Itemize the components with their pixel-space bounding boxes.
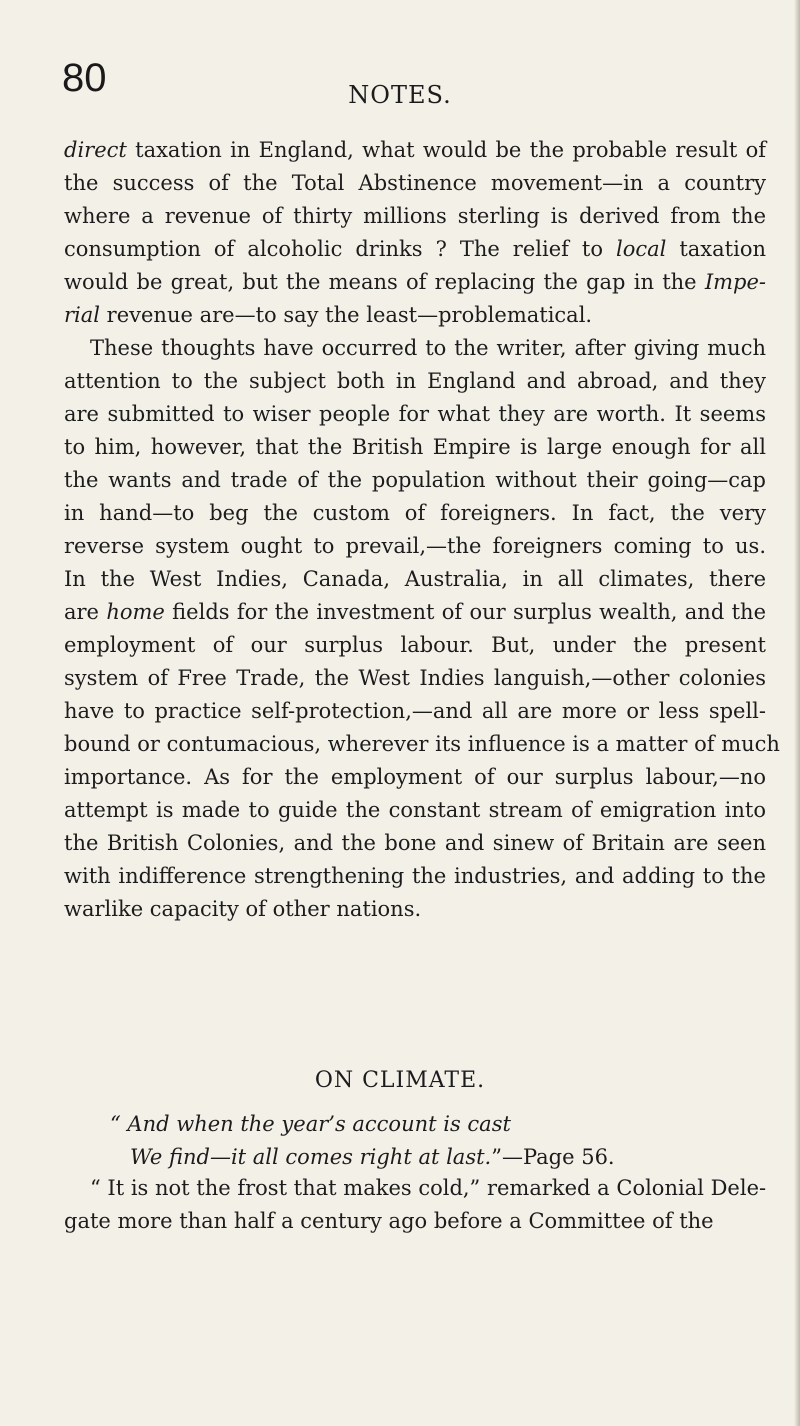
text-segment: the success of the Total Abstinence movement—in a country — [64, 171, 766, 195]
text-segment: have to practice self-protection,—and all are more or less spell- — [64, 699, 766, 723]
text-line — [64, 431, 766, 464]
text-segment: where a revenue of thirty millions sterling is derived from the — [64, 204, 766, 228]
text-line — [64, 167, 766, 200]
closing-paragraph — [64, 1172, 766, 1238]
text-segment: In the West Indies, Canada, Australia, in all climates, there — [64, 567, 766, 591]
text-segment: would be great, but the means of replacing the gap in the — [64, 270, 705, 294]
epigraph-line-1-text: “ And when the year’s account is cast — [110, 1112, 511, 1136]
text-line — [64, 794, 766, 827]
text-segment: revenue are—to say the least—problematical. — [100, 303, 593, 327]
text-segment: reverse system ought to prevail,—the foreigners coming to us. — [64, 534, 766, 558]
text-segment: consumption of alcoholic drinks ? The relief to — [64, 237, 616, 261]
paragraph-1 — [64, 134, 766, 332]
text-segment: importance. As for the employment of our surplus labour,—no — [64, 765, 766, 789]
text-segment: the wants and trade of the population without their going—cap — [64, 468, 766, 492]
text-segment: with indifference strengthening the industries, and adding to the — [64, 864, 766, 888]
italic-word: Impe- — [704, 270, 766, 294]
page-edge-shadow — [794, 0, 800, 1426]
text-line — [64, 893, 766, 926]
body-text — [64, 134, 780, 926]
text-line — [64, 332, 766, 365]
text-line — [64, 629, 766, 662]
text-segment: system of Free Trade, the West Indies languish,—other colonies — [64, 666, 766, 690]
italic-word: home — [106, 600, 165, 624]
text-segment: taxation — [666, 237, 766, 261]
text-segment: attempt is made to guide the constant stream of emigration into — [64, 798, 766, 822]
epigraph — [64, 1108, 766, 1174]
text-line — [64, 134, 766, 167]
text-line — [64, 365, 766, 398]
section-title: ON CLIMATE. — [314, 1068, 486, 1093]
text-line — [64, 662, 766, 695]
text-line — [64, 860, 766, 893]
text-line — [64, 728, 780, 761]
text-line — [64, 530, 766, 563]
text-line — [64, 695, 766, 728]
text-segment: taxation in England, what would be the probable result of — [126, 138, 766, 162]
text-segment: to him, however, that the British Empire is large enough for all — [64, 435, 766, 459]
text-line: “ It is not the frost that makes cold,” remarked a Colonial Dele- — [90, 1176, 767, 1200]
text-segment: bound or contumacious, wherever its influence is a matter of much — [64, 732, 780, 756]
text-line — [64, 761, 766, 794]
text-segment: in hand—to beg the custom of foreigners. In fact, the very — [64, 501, 766, 525]
epigraph-line-1 — [64, 1108, 766, 1141]
text-line — [64, 497, 766, 530]
text-line — [64, 563, 766, 596]
text-line — [64, 827, 766, 860]
epigraph-citation: ”—Page 56. — [491, 1145, 615, 1169]
text-line — [64, 464, 766, 497]
paragraph-2 — [64, 332, 780, 926]
page-number: 80 — [62, 56, 107, 100]
text-segment: These thoughts have occurred to the writer, after giving much — [90, 336, 766, 360]
text-segment: the British Colonies, and the bone and sinew of Britain are seen — [64, 831, 766, 855]
epigraph-line-2 — [64, 1141, 766, 1174]
italic-word: direct — [64, 138, 127, 162]
italic-word: rial — [64, 303, 100, 327]
text-segment: employment of our surplus labour. But, under the present — [64, 633, 766, 657]
text-line — [64, 200, 766, 233]
text-line — [64, 596, 766, 629]
text-segment: are — [64, 600, 107, 624]
epigraph-line-2-text: We find—it all comes right at last. — [130, 1145, 492, 1169]
text-line — [64, 299, 766, 332]
text-segment: warlike capacity of other nations. — [64, 897, 422, 921]
text-line — [64, 398, 766, 431]
running-head: NOTES. — [348, 81, 452, 109]
text-segment: are submitted to wiser people for what they are worth. It seems — [64, 402, 766, 426]
text-line — [64, 233, 766, 266]
text-segment: fields for the investment of our surplus wealth, and the — [164, 600, 766, 624]
text-line — [64, 266, 766, 299]
italic-word: local — [615, 237, 667, 261]
text-line: gate more than half a century ago before a Committee of the — [64, 1209, 714, 1233]
text-segment: attention to the subject both in England and abroad, and they — [64, 369, 766, 393]
